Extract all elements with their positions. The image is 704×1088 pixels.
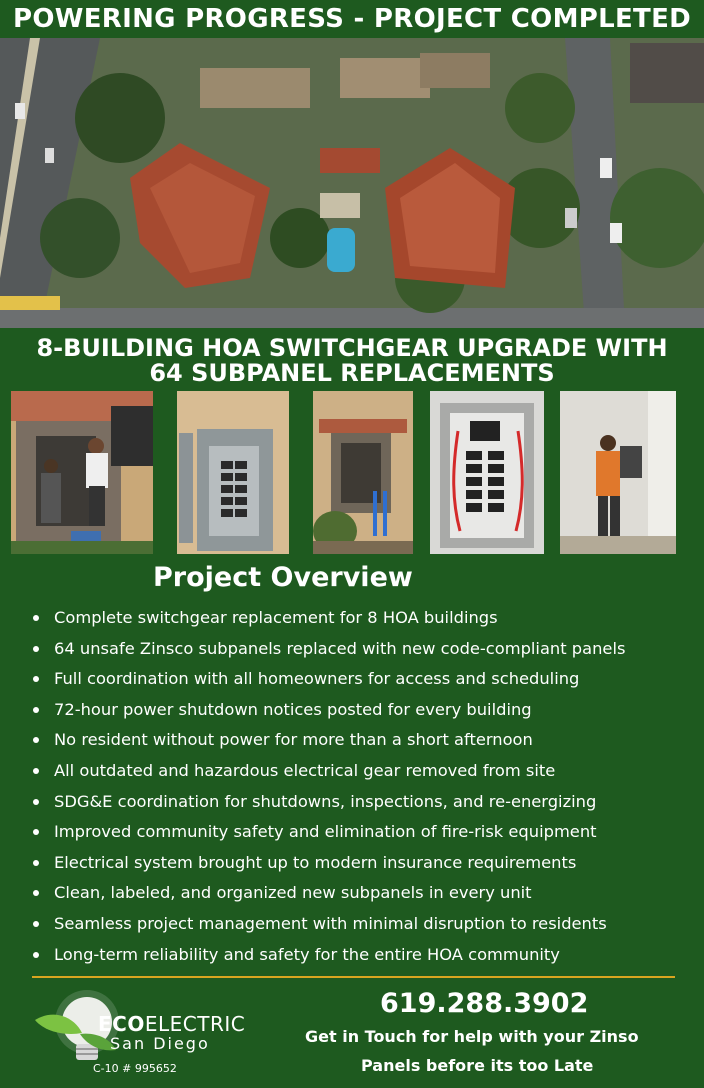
bullet-icon <box>33 890 39 896</box>
list-item-text: Long-term reliability and safety for the entire HOA community <box>54 944 560 964</box>
bullet-icon <box>33 707 39 713</box>
brand-name-bold: ECO <box>98 1012 145 1036</box>
list-item <box>30 727 700 758</box>
bullet-icon <box>33 799 39 805</box>
photo-crew-switchgear <box>11 391 153 554</box>
list-item <box>30 605 700 636</box>
list-item <box>30 697 700 728</box>
brand-location: San Diego <box>110 1034 210 1053</box>
brand-name-rest: ELECTRIC <box>144 1012 246 1036</box>
bullet-icon <box>33 860 39 866</box>
list-item-text: SDG&E coordination for shutdowns, inspections, and re-energizing <box>54 791 597 811</box>
list-item-text: 64 unsafe Zinsco subpanels replaced with new code-compliant panels <box>54 638 626 658</box>
list-item-text: Seamless project management with minimal disruption to residents <box>54 913 607 933</box>
list-item <box>30 850 700 881</box>
bullet-icon <box>33 646 39 652</box>
project-headline-line1: 8-BUILDING HOA SWITCHGEAR UPGRADE WITH <box>36 334 668 362</box>
list-item-text: Full coordination with all homeowners for access and scheduling <box>54 669 580 689</box>
bullet-icon <box>33 676 39 682</box>
bullet-icon <box>33 768 39 774</box>
aerial-photo <box>0 38 704 328</box>
list-item-text: No resident without power for more than a short afternoon <box>54 730 533 750</box>
list-item <box>30 666 700 697</box>
list-item <box>30 880 700 911</box>
license-number: C-10 # 995652 <box>93 1062 177 1075</box>
bullet-icon <box>33 615 39 621</box>
bullet-icon <box>33 952 39 958</box>
overview-list <box>30 605 700 972</box>
page-title: POWERING PROGRESS - PROJECT COMPLETED <box>12 4 692 34</box>
phone-number: 619.288.3902 <box>380 988 589 1019</box>
bullet-icon <box>33 921 39 927</box>
photo-new-panel <box>430 391 544 554</box>
list-item-text: Clean, labeled, and organized new subpanels in every unit <box>54 883 532 903</box>
list-item-text: Complete switchgear replacement for 8 HOA buildings <box>54 608 498 627</box>
project-headline <box>0 336 704 386</box>
bullet-icon <box>33 829 39 835</box>
list-item <box>30 819 700 850</box>
list-item-text: 72-hour power shutdown notices posted for every building <box>54 699 532 719</box>
project-headline-line2: 64 SUBPANEL REPLACEMENTS <box>149 359 555 387</box>
list-item <box>30 911 700 942</box>
list-item <box>30 636 700 667</box>
photo-enclosure-ladder <box>313 391 413 554</box>
photo-electrician <box>560 391 676 554</box>
photo-old-panel <box>177 391 289 554</box>
list-item <box>30 758 700 789</box>
list-item-text: Electrical system brought up to modern insurance requirements <box>54 852 577 872</box>
list-item <box>30 942 700 973</box>
list-item-text: Improved community safety and elimination of fire-risk equipment <box>54 822 597 842</box>
bullet-icon <box>33 737 39 743</box>
list-item <box>30 789 700 820</box>
overview-title: Project Overview <box>153 562 413 593</box>
photo-strip <box>0 391 704 554</box>
list-item-text: All outdated and hazardous electrical gear removed from site <box>54 760 556 780</box>
footer-divider <box>32 976 675 978</box>
brand-name <box>98 1012 245 1036</box>
cta-line-2: Panels before its too Late <box>361 1056 594 1075</box>
cta-line-1: Get in Touch for help with your Zinso <box>305 1027 639 1046</box>
